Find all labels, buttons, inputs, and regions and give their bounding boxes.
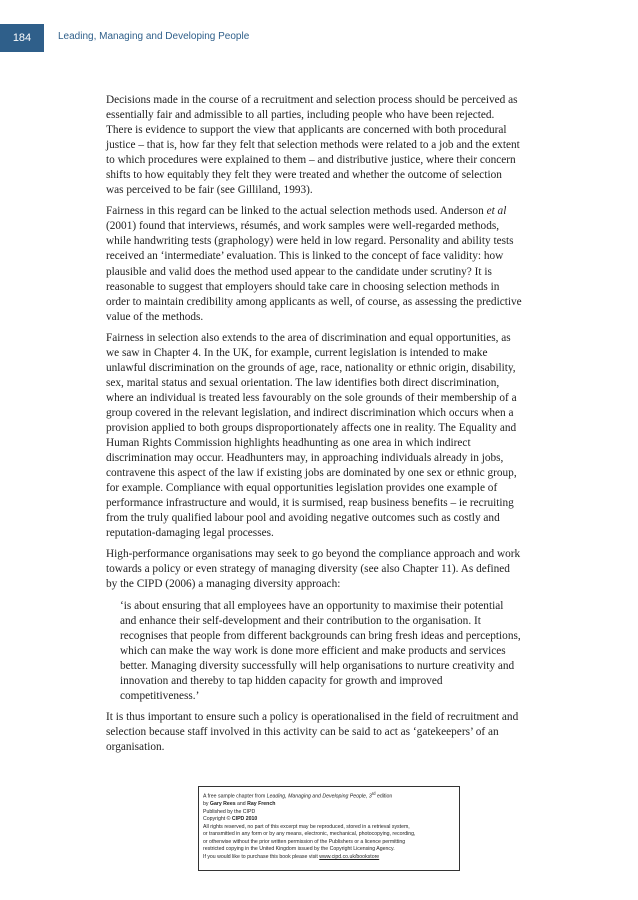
running-head: Leading, Managing and Developing People [58,31,250,42]
notice-line-5: All rights reserved, no part of this excerpt may be reproduced, stored in a retrieval system, [203,823,410,830]
block-quote: ‘is about ensuring that all employees have an opportunity to maximise their potential and enhance their self-development and their contribution to the organisation. It recognises that people from different backgrounds can bring fresh ideas and perceptions, which can make the way work is done more efficient and make products and services better. Managing diversity successfully will help organisations to nurture creativity and innovation and thereby to tap hidden capacity for growth and improved competitiveness.’ [120,599,521,702]
notice-line-6: or transmitted in any form or by any means, electronic, mechanical, photocopying, recording, [203,831,416,838]
paragraph-1: Decisions made in the course of a recruitment and selection process should be perceived as essentially fair and admissible to all parties, including people who have been rejected. There is evidence to support the view that applicants are concerned with both procedural justice – that is, how far they felt that selection methods were related to a job and the extent to which procedures were explained to them – and distributive justice, where their concern shifts to how equitably they felt they were treated and whether the outcome of selection was perceived to be fair (see Gilliland, 1993). [106,94,520,197]
paragraph-3: Fairness in selection also extends to the area of discrimination and equal opportunities, as we saw in Chapter 4. In the UK, for example, current legislation is intended to make unlawful discrimination on the grounds of age, race, nationality or ethnic origin, disability, sex, marital status and sexual orientation. The law identifies both direct discrimination, where an individual is treated less favourably on the sole grounds of their membership of a group covered in the relevant legislation, and indirect discrimination which occurs when a provision applied to both groups disproportionately affects one in reality. The Equality and Human Rights Commission highlights headhunting as one area in which indirect discrimination may occur. Headhunters may, in approaching individuals already in jobs, contravene this aspect of the law if existing jobs are dominated by one sex or ethnic group, for example. Compliance with equal opportunities legislation provides one example of performance infrastructure and would, it is surmised, reap business benefits – ie recruiting from the truly qualified labour pool and avoiding negative outcomes such as costly and reputation-damaging legal processes. [106,331,517,540]
notice-l1-pre: A free sample chapter from [203,793,267,800]
paragraph-2-rest: (2001) found that interviews, résumés, and work samples were well-regarded methods, while handwriting tests (graphology) were held in low regard. Personality and ability tests received an ‘intermediate’ evaluation. This is linked to the concept of face validity: how plausible and valid does the method used appear to the candidate under scrutiny? It is reasonable to suggest that employers should take care in choosing selection methods in order to maintain credibility among applicants as well, of course, as assessing the predictive value of the methods. [106,220,522,323]
notice-l9-pre: If you would like to purchase this book please visit [203,853,320,860]
notice-line-9 [203,854,455,862]
book-title: Leading, Managing and Developing People, 3 [266,793,372,800]
notice-line-8: restricted copying in the United Kingdom issued by the Copyright Licensing Agency. [203,846,395,853]
notice-line-4 [203,816,455,824]
et-al: et al [486,205,507,218]
notice-l1-post: edition [375,793,393,800]
notice-line-3: Published by the CIPD [203,808,256,815]
author-1: Gary Rees [209,801,236,808]
paragraph-2-start: Fairness in this regard can be linked to the actual selection methods used. Anderson [106,205,487,218]
copyright-notice-box [198,786,460,871]
paragraph-4: High-performance organisations may seek to go beyond the compliance approach and work towards a policy or even strategy of managing diversity (see also Chapter 11). As defined by the CIPD (2006) a managing diversity approach: [106,548,521,591]
author-2: Ray French [247,801,276,808]
notice-l4-pre: Copyright © [203,816,232,823]
page-number-tab [0,24,44,52]
page-number: 184 [12,32,32,44]
copyright-holder: CIPD 2010 [231,816,258,823]
notice-line-2 [203,801,455,809]
paragraph-5: It is thus important to ensure such a policy is operationalised in the field of recruitment and selection because staff involved in this activity can be said to act as ‘gatekeepers’ of an organisation. [106,710,519,753]
notice-l2-and: and [235,801,248,808]
notice-line-7: or otherwise without the prior written permission of the Publishers or a licence permitting [203,838,406,845]
notice-line-1 [203,790,455,801]
paragraph-2 [106,204,522,324]
body-text [106,93,522,761]
notice-l2-pre: by [203,801,210,808]
bookstore-link[interactable]: www.cipd.co.uk/bookstore [319,853,380,860]
edition-sup: rd [371,791,376,796]
